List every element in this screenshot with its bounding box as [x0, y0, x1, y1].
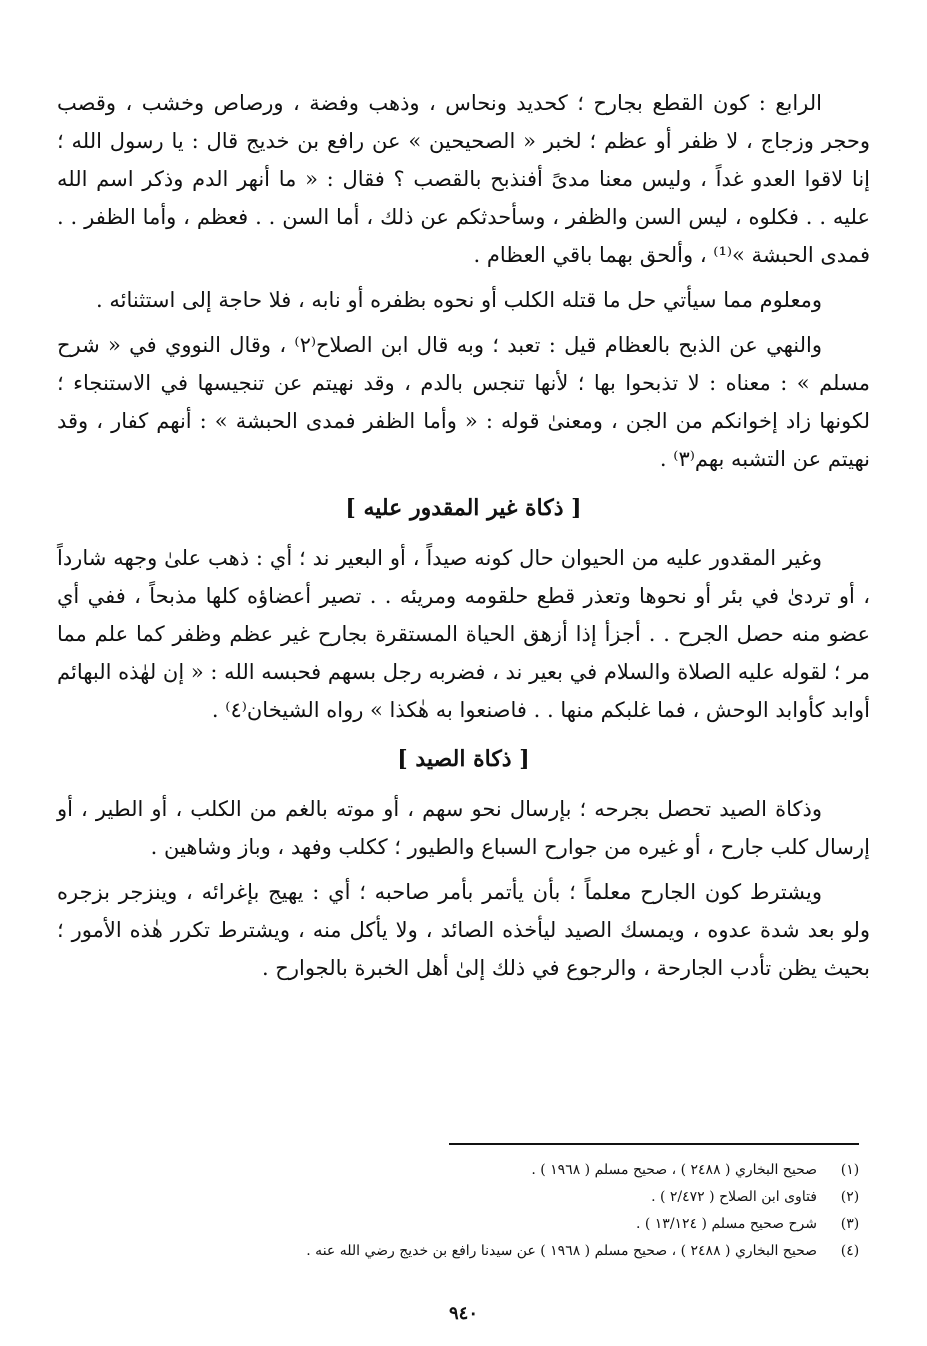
footnote-number: (٣)	[840, 1216, 860, 1232]
page-number: ٩٤٠	[448, 1303, 478, 1324]
body-paragraph: والنهي عن الذبح بالعظام قيل : تعبد ؛ وبه قال ابن الصلاح⁽٢⁾ ، وقال النووي في « شرح مسلم » : معناه : لا تذبحوا بها ؛ لأنها تنجس بالدم ، وقد نهيتم عن تنجيسها في الاستنجاء ؛ لكونها زاد إخوانكم من الجن ، ومعنىٰ قوله : « وأما الظفر فمدى الحبشة » : أنهم كفار ، وقد نهيتم عن التشبه بهم⁽٣⁾ .	[57, 333, 870, 471]
footnote-item	[145, 1211, 865, 1238]
footnote-text: صحيح البخاري ( ٢٤٨٨ ) ، صحيح مسلم ( ١٩٦٨ ) عن سيدنا رافع بن خديج رضي الله عنه .	[306, 1243, 817, 1259]
footnote-divider	[449, 1143, 859, 1145]
footnote-item	[145, 1157, 865, 1184]
footnote-text: فتاوى ابن الصلاح ( ٢/٤٧٢ ) .	[651, 1189, 817, 1205]
section-heading-hunting: [ ذكاة الصيد ]	[397, 746, 530, 772]
footnote-number: (٤)	[840, 1243, 860, 1259]
body-paragraph: وذكاة الصيد تحصل بجرحه ؛ بإرسال نحو سهم ، أو موته بالغم من الكلب ، أو الطير ، أو إرسال كلب جارح ، أو غيره من جوارح السباع والطيور ؛ ككلب وفهد ، وباز وشاهين .	[57, 797, 870, 859]
body-paragraph: ويشترط كون الجارح معلماً ؛ بأن يأتمر بأمر صاحبه ؛ أي : يهيج بإغرائه ، وينزجر بزجره ولو بعد شدة عدوه ، ويمسك الصيد ليأخذه الصائد ، ولا يأكل منه ، ويشترط تكرر هٰذه الأمور ؛ بحيث يظن تأدب الجارحة ، والرجوع في ذلك إلىٰ أهل الخبرة بالجوارح .	[57, 880, 870, 980]
footnote-item	[145, 1238, 865, 1265]
body-paragraph: وغير المقدور عليه من الحيوان حال كونه صيداً ، أو البعير ند ؛ أي : ذهب علىٰ وجهه شارداً ، أو تردىٰ في بئر أو نحوها وتعذر قطع حلقومه ومريئه . . تصير أعضاؤه كلها مذبحاً ، ففي أي عضو منه حصل الجرح . . أجزأ إذا أزهق الحياة المستقرة بجارح غير عظم وظفر كما علم مما مر ؛ لقوله عليه الصلاة والسلام في بعير ند ، فضربه رجل بسهم فحبسه الله : « إن لهٰذه البهائم أوابد كأوابد الوحش ، فما غلبكم منها . . فاصنعوا به هٰكذا » رواه الشيخان⁽٤⁾ .	[57, 546, 870, 722]
section-heading-unrestrained-slaughter: [ ذكاة غير المقدور عليه ]	[345, 495, 582, 521]
main-text	[57, 84, 870, 994]
body-paragraph: الرابع : كون القطع بجارح ؛ كحديد ونحاس ، وذهب وفضة ، ورصاص وخشب ، وقصب وحجر وزجاج ، لا ظفر أو عظم ؛ لخبر « الصحيحين » عن رافع بن خديج قال : يا رسول الله ؛ إنا لاقوا العدو غداً ، وليس معنا مدىً أفنذبح بالقصب ؟ فقال : « ما أنهر الدم وذكر اسم الله عليه . . فكلوه ، ليس السن والظفر ، وسأحدثكم عن ذلك ، أما السن . . فعظم ، وأما الظفر . . فمدى الحبشة »⁽¹⁾ ، وألحق بهما باقي العظام .	[57, 91, 870, 267]
footnote-number: (١)	[840, 1162, 860, 1178]
body-paragraph: ومعلوم مما سيأتي حل ما قتله الكلب أو نحوه بظفره أو نابه ، فلا حاجة إلى استثنائه .	[96, 288, 822, 312]
footnotes	[145, 1157, 865, 1265]
footnote-text: شرح صحيح مسلم ( ١٣/١٢٤ ) .	[635, 1216, 817, 1232]
footnote-text: صحيح البخاري ( ٢٤٨٨ ) ، صحيح مسلم ( ١٩٦٨ ) .	[531, 1162, 817, 1178]
footnote-item	[145, 1184, 865, 1211]
footnote-number: (٢)	[840, 1189, 860, 1205]
